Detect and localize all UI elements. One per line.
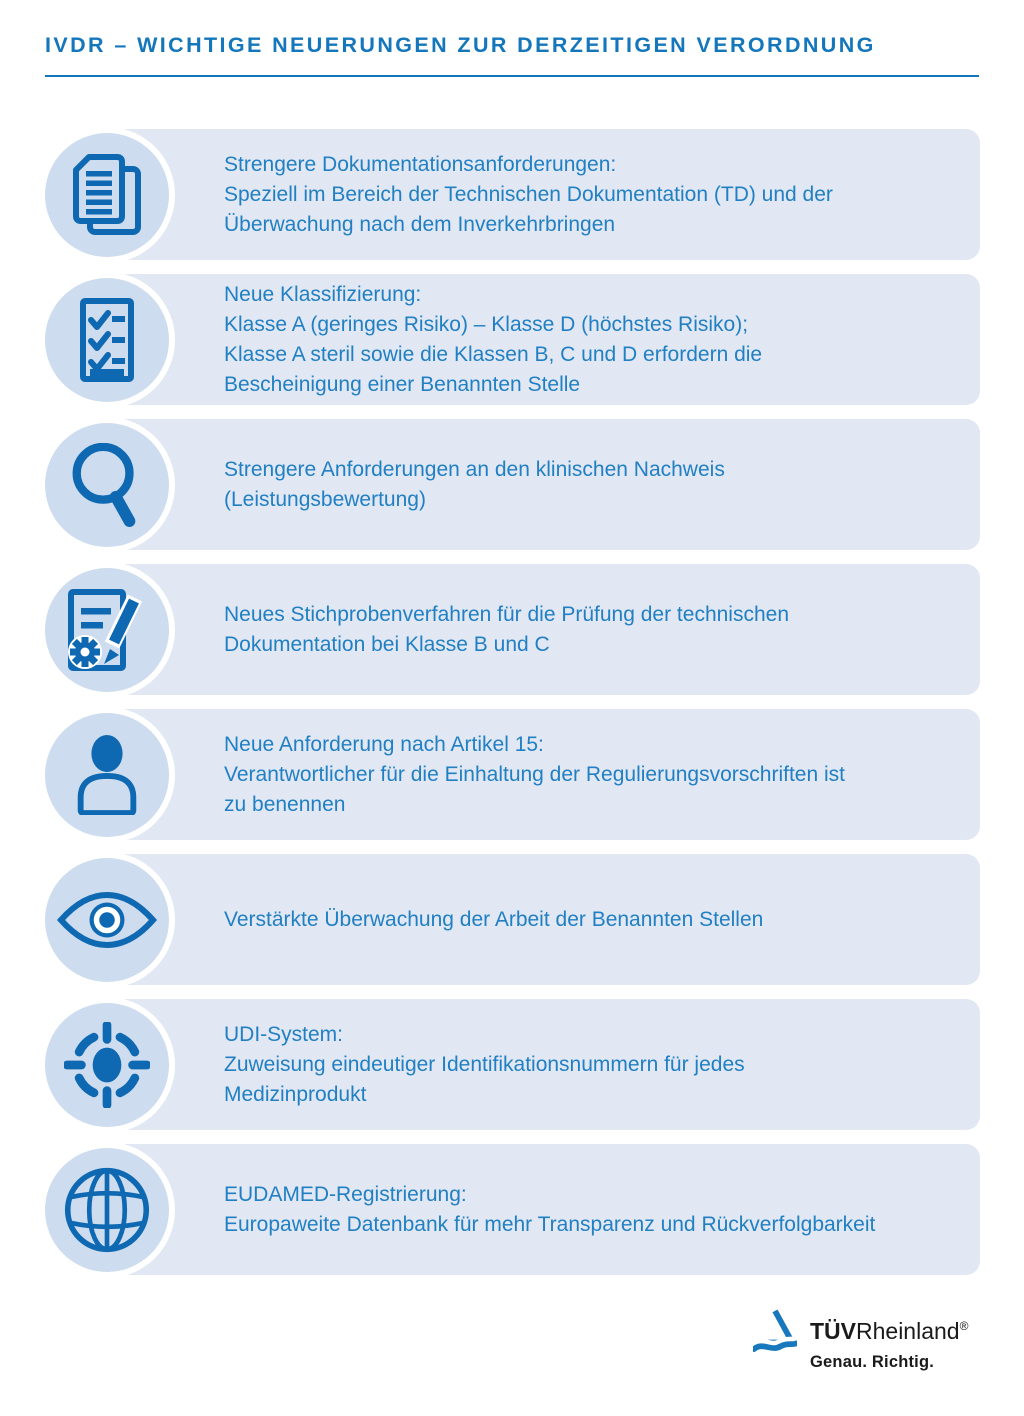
- header: [0, 0, 1024, 77]
- item-text-line: Bescheinigung einer Benannten Stelle: [224, 372, 581, 396]
- item-icon-badge: [45, 713, 169, 837]
- item-text-line: UDI-System:: [224, 1022, 344, 1046]
- item-text: [224, 419, 962, 550]
- title-divider: [45, 75, 979, 77]
- list-item: [44, 854, 980, 985]
- item-text-line: Zuweisung eindeutiger Identifikationsnummern für jedes: [224, 1052, 745, 1076]
- item-text-line: Europaweite Datenbank für mehr Transparenz und Rückverfolgbarkeit: [224, 1212, 876, 1236]
- list-item: [44, 709, 980, 840]
- item-text-line: Neue Klassifizierung:: [224, 282, 422, 306]
- documents-icon: [73, 154, 141, 236]
- item-text: [224, 999, 962, 1130]
- item-text-line: (Leistungsbewertung): [224, 487, 426, 511]
- item-text: [224, 709, 962, 840]
- item-text-line: Neues Stichprobenverfahren für die Prüfung der technischen: [224, 602, 790, 626]
- brand-tagline: Genau. Richtig.: [810, 1353, 935, 1371]
- logo-text: [810, 1306, 968, 1372]
- item-text-line: Klasse A (geringes Risiko) – Klasse D (höchstes Risiko);: [224, 312, 749, 336]
- list-item: [44, 274, 980, 405]
- item-text-line: Speziell im Bereich der Technischen Dokumentation (TD) und der: [224, 182, 833, 206]
- item-text: [224, 854, 962, 985]
- list-item: [44, 1144, 980, 1275]
- item-text-line: EUDAMED-Registrierung:: [224, 1182, 467, 1206]
- globe-icon: [64, 1167, 150, 1253]
- item-text: [224, 129, 962, 260]
- item-text: [224, 1144, 962, 1275]
- target-icon: [64, 1022, 150, 1108]
- item-icon-badge: [45, 278, 169, 402]
- document-pencil-gear-icon: [67, 588, 147, 672]
- items-list: [44, 129, 980, 1275]
- item-icon-badge: [45, 1148, 169, 1272]
- item-text-line: Klasse A steril sowie die Klassen B, C und D erfordern die: [224, 342, 763, 366]
- item-text-line: Verstärkte Überwachung der Arbeit der Benannten Stellen: [224, 907, 764, 931]
- item-text: [224, 564, 962, 695]
- item-text-line: Strengere Dokumentationsanforderungen:: [224, 152, 617, 176]
- item-icon-badge: [45, 858, 169, 982]
- item-text-line: Verantwortlicher für die Einhaltung der Regulierungsvorschriften ist: [224, 762, 845, 786]
- page-title: IVDR – WICHTIGE NEUERUNGEN ZUR DERZEITIGEN VERORDNUNG: [45, 33, 876, 57]
- item-text-line: Neue Anforderung nach Artikel 15:: [224, 732, 544, 756]
- list-item: [44, 999, 980, 1130]
- tuv-triangle-icon: [753, 1306, 797, 1354]
- list-item: [44, 419, 980, 550]
- brand-name: [810, 1318, 968, 1344]
- brand-tuv: TÜV: [810, 1318, 856, 1344]
- item-text-line: Medizinprodukt: [224, 1082, 367, 1106]
- eye-icon: [57, 888, 157, 952]
- registered-mark: ®: [959, 1319, 969, 1333]
- item-text-line: Dokumentation bei Klasse B und C: [224, 632, 550, 656]
- item-icon-badge: [45, 423, 169, 547]
- item-icon-badge: [45, 1003, 169, 1127]
- item-text-line: Überwachung nach dem Inverkehrbringen: [224, 212, 616, 236]
- magnifier-icon: [70, 443, 144, 527]
- list-item: [44, 129, 980, 260]
- item-text: [224, 274, 962, 405]
- item-text-line: Strengere Anforderungen an den klinischen Nachweis: [224, 457, 725, 481]
- item-icon-badge: [45, 568, 169, 692]
- item-text-line: zu benennen: [224, 792, 346, 816]
- brand-rheinland: Rheinland: [856, 1318, 960, 1344]
- list-item: [44, 564, 980, 695]
- person-icon: [71, 735, 143, 815]
- checklist-icon: [79, 298, 135, 382]
- item-icon-badge: [45, 133, 169, 257]
- tuv-rheinland-logo: [753, 1306, 968, 1372]
